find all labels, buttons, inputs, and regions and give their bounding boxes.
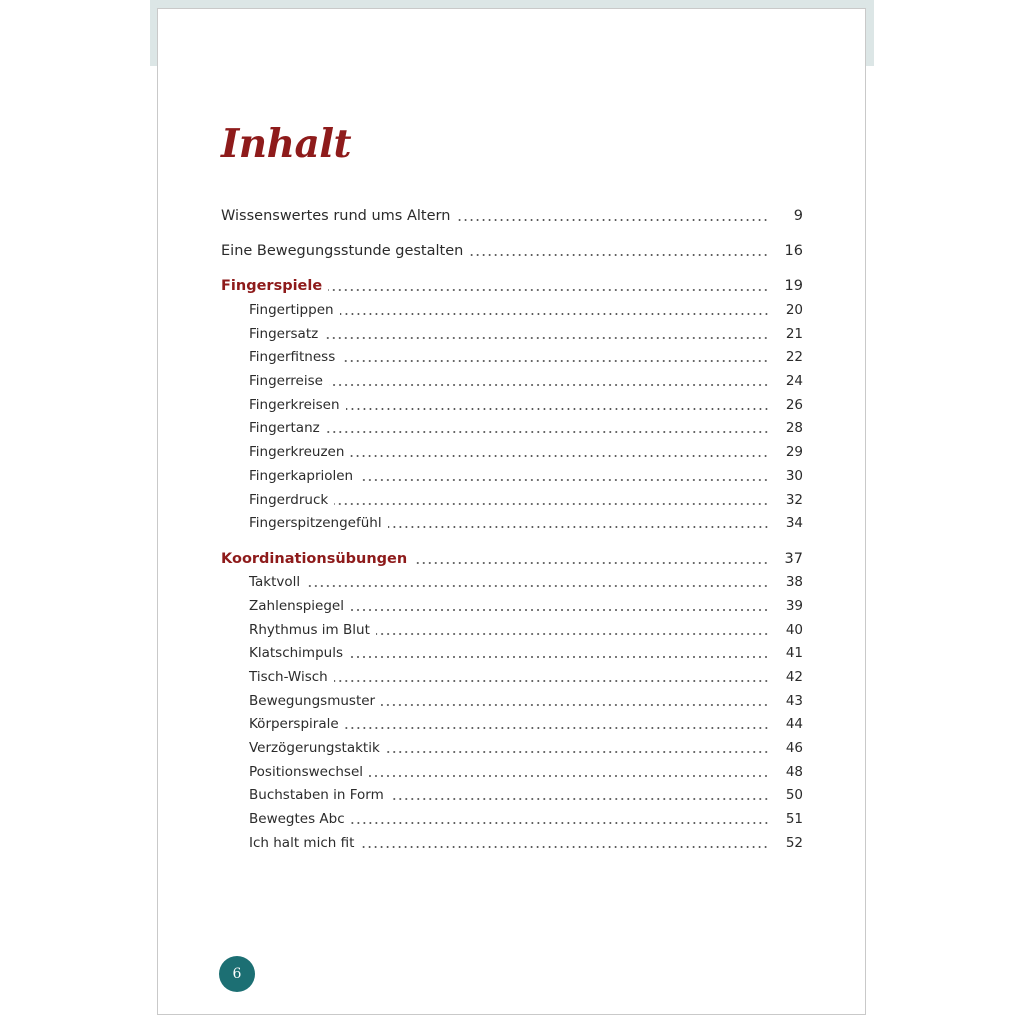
dot-leader — [306, 585, 769, 587]
dot-leader — [413, 562, 769, 564]
toc-entry-label: Körperspirale — [249, 716, 339, 732]
dot-leader — [388, 526, 769, 528]
toc-entry[interactable] — [249, 785, 803, 805]
toc-entry-page: 32 — [785, 492, 803, 508]
toc-entry[interactable] — [221, 241, 803, 261]
dot-leader — [329, 384, 769, 386]
toc-entry-label: Fingerdruck — [249, 492, 329, 508]
dot-leader — [469, 254, 769, 256]
toc-entry-label: Fingertippen — [249, 302, 334, 318]
dot-leader — [381, 704, 769, 706]
dot-leader — [334, 680, 769, 682]
toc-entry[interactable] — [249, 442, 803, 462]
toc-entry-label: Bewegtes Abc — [249, 811, 345, 827]
toc-entry[interactable] — [249, 714, 803, 734]
toc-entry-page: 29 — [785, 444, 803, 460]
toc-entry-label: Zahlenspiegel — [249, 598, 344, 614]
dot-leader — [346, 408, 769, 410]
toc-entry[interactable] — [249, 762, 803, 782]
toc-entry-page: 22 — [785, 349, 803, 365]
toc-entry-page: 37 — [784, 551, 803, 567]
toc-entry[interactable] — [249, 620, 803, 640]
toc-entry-label: Fingertanz — [249, 420, 320, 436]
toc-entry-page: 50 — [785, 787, 803, 803]
toc-entry-label: Tisch-Wisch — [249, 669, 328, 685]
toc-entry-label: Fingerfitness — [249, 349, 336, 365]
toc-entry-label: Fingerspiele — [221, 278, 323, 294]
toc-entry-label: Fingerspitzengefühl — [249, 515, 382, 531]
dot-leader — [360, 846, 769, 848]
toc-entry-page: 26 — [785, 397, 803, 413]
toc-entry-page: 34 — [785, 515, 803, 531]
toc-entry-page: 42 — [785, 669, 803, 685]
toc-entry[interactable] — [249, 691, 803, 711]
dot-leader — [349, 656, 769, 658]
dot-leader — [376, 633, 769, 635]
toc-entry-label: Fingersatz — [249, 326, 319, 342]
toc-entry-page: 19 — [784, 278, 803, 294]
toc-entry[interactable] — [249, 572, 803, 592]
toc-entry[interactable] — [249, 395, 803, 415]
toc-entry-label: Bewegungsmuster — [249, 693, 376, 709]
dot-leader — [359, 479, 769, 481]
toc-entry[interactable] — [249, 809, 803, 829]
toc-entry-page: 51 — [785, 811, 803, 827]
toc-entry[interactable] — [249, 418, 803, 438]
page-title: Inhalt — [221, 121, 352, 167]
toc-entry[interactable] — [249, 596, 803, 616]
toc-entry-label: Koordinationsübungen — [221, 551, 408, 567]
dot-leader — [350, 455, 769, 457]
toc-entry-page: 38 — [785, 574, 803, 590]
dot-leader — [351, 822, 769, 824]
toc-entry[interactable] — [249, 300, 803, 320]
toc-entry-label: Fingerkreuzen — [249, 444, 345, 460]
toc-entry[interactable] — [249, 513, 803, 533]
dot-leader — [386, 751, 769, 753]
toc-entry[interactable] — [221, 206, 803, 226]
toc-entry-label: Wissenswertes rund ums Altern — [221, 208, 451, 224]
toc-entry[interactable] — [249, 833, 803, 853]
toc-entry-label: Ich halt mich fit — [249, 835, 355, 851]
toc-entry-page: 9 — [793, 208, 803, 224]
toc-entry-page: 46 — [785, 740, 803, 756]
dot-leader — [328, 289, 769, 291]
page-number-badge: 6 — [219, 956, 255, 992]
toc-entry-page: 43 — [785, 693, 803, 709]
dot-leader — [345, 727, 769, 729]
toc-entry[interactable] — [249, 324, 803, 344]
toc-entry[interactable] — [249, 347, 803, 367]
toc-entry-label: Taktvoll — [249, 574, 301, 590]
toc-entry-label: Positionswechsel — [249, 764, 364, 780]
toc-entry-page: 24 — [785, 373, 803, 389]
dot-leader — [324, 337, 769, 339]
toc-entry-label: Eine Bewegungsstunde gestalten — [221, 243, 464, 259]
toc-entry-page: 44 — [785, 716, 803, 732]
toc-section-entry[interactable] — [221, 276, 803, 296]
toc-section-entry[interactable] — [221, 549, 803, 569]
dot-leader — [326, 431, 769, 433]
toc-entry-page: 52 — [785, 835, 803, 851]
toc-entry-page: 40 — [785, 622, 803, 638]
toc-entry-page: 30 — [785, 468, 803, 484]
dot-leader — [350, 609, 769, 611]
toc-entry-label: Verzögerungstaktik — [249, 740, 380, 756]
toc-entry[interactable] — [249, 466, 803, 486]
toc-entry-page: 16 — [784, 243, 803, 259]
toc-entry-page: 20 — [785, 302, 803, 318]
dot-leader — [340, 313, 769, 315]
dot-leader — [390, 798, 769, 800]
toc-entry[interactable] — [249, 667, 803, 687]
toc-entry-label: Fingerkapriolen — [249, 468, 354, 484]
toc-entry[interactable] — [249, 490, 803, 510]
toc-entry-page: 21 — [785, 326, 803, 342]
toc-entry-page: 41 — [785, 645, 803, 661]
toc-entry-label: Buchstaben in Form — [249, 787, 384, 803]
dot-leader — [334, 503, 769, 505]
dot-leader — [369, 775, 769, 777]
toc-entry-page: 39 — [785, 598, 803, 614]
toc-entry-label: Klatschimpuls — [249, 645, 343, 661]
toc-entry[interactable] — [249, 643, 803, 663]
dot-leader — [341, 360, 769, 362]
toc-entry-page: 48 — [785, 764, 803, 780]
toc-entry[interactable] — [249, 371, 803, 391]
toc-entry-page: 28 — [785, 420, 803, 436]
toc-entry-label: Fingerreise — [249, 373, 323, 389]
toc-entry-label: Fingerkreisen — [249, 397, 340, 413]
toc-entry-label: Rhythmus im Blut — [249, 622, 370, 638]
dot-leader — [456, 219, 769, 221]
toc-entry[interactable] — [249, 738, 803, 758]
